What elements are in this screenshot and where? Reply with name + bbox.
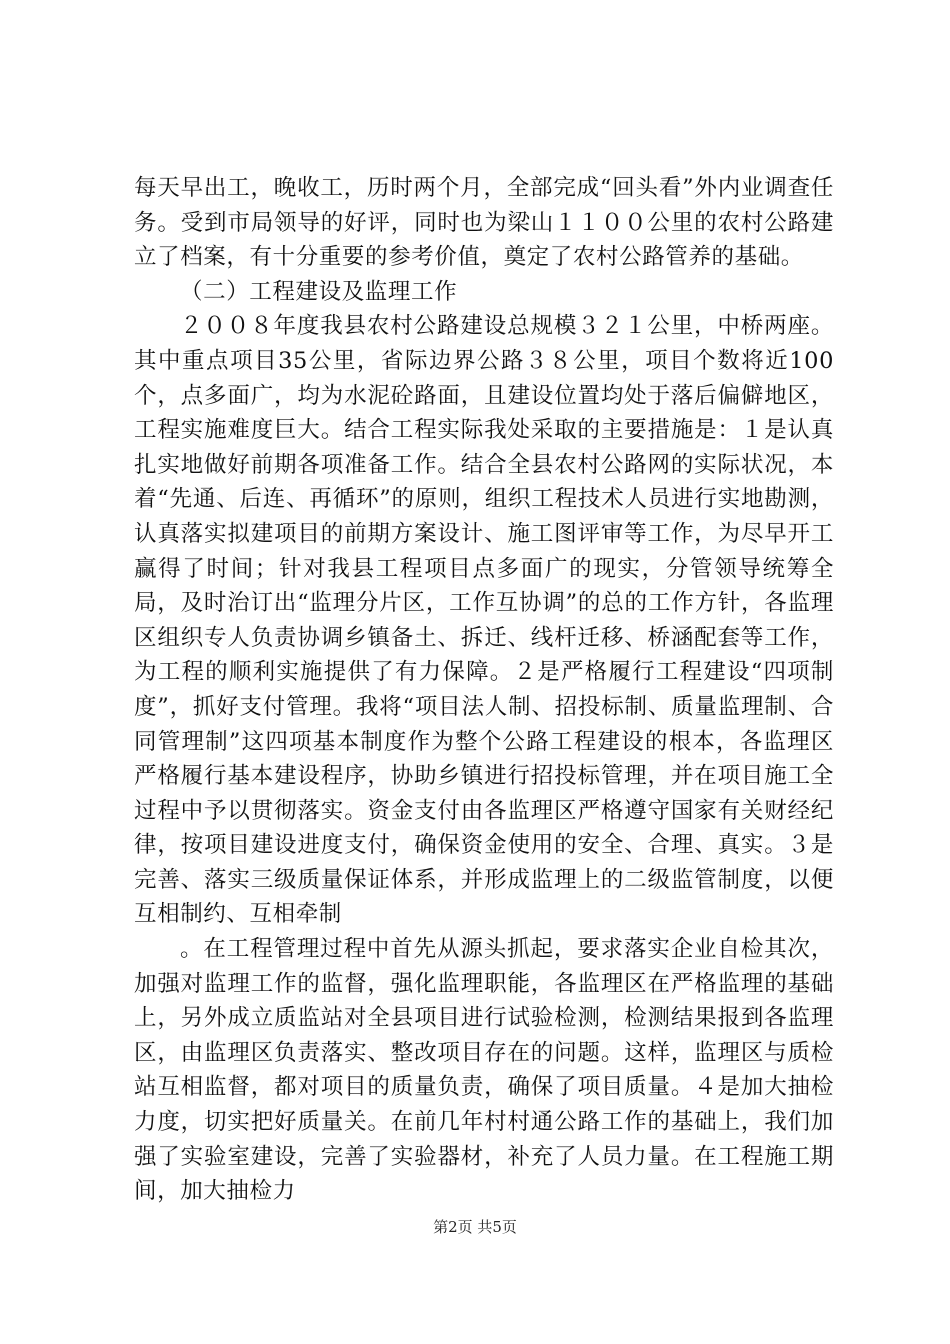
paragraph-continuation: 每天早出工，晚收工，历时两个月，全部完成“回头看”外内业调查任务。受到市局领导的好评，同时也为梁山１１００公里的农村公路建立了档案，有十分重要的参考价值，奠定了农村公路管养的基础。 — [134, 175, 834, 271]
paragraph-main: ２００８年度我县农村公路建设总规模３２１公里，中桥两座。其中重点项目35公里，省际边界公路３８公里，项目个数将近100个，点多面广，均为水泥砼路面，且建设位置均处于落后偏僻地区，工程实施难度巨大。结合工程实际我处采取的主要措施是：１是认真扎实地做好前期各项准备工作。结合全县农村公路网的实际状况，本着“先通、后连、再循环”的原则，组织工程技术人员进行实地勘测，认真落实拟建项目的前期方案设计、施工图评审等工作，为尽早开工赢得了时间；针对我县工程项目点多面广的现实，分管领导统筹全局，及时治订出“监理分片区，工作互协调”的总的工作方针，各监理区组织专人负责协调乡镇备土、拆迁、线杆迁移、桥涵配套等工作，为工程的顺利实施提供了有力保障。２是严格履行工程建设“四项制度”，抓好支付管理。我将“项目法人制、招投标制、质量监理制、合同管理制”这四项基本制度作为整个公路工程建设的根本，各监理区严格履行基本建设程序，协助乡镇进行招投标管理，并在项目施工全过程中予以贯彻落实。资金支付由各监理区严格遵守国家有关财经纪律，按项目建设进度支付，确保资金使用的安全、合理、真实。３是完善、落实三级质量保证体系，并形成监理上的二级监管制度，以便互相制约、互相牵制 — [134, 313, 834, 928]
page-footer: 第2页 共5页 — [433, 1218, 517, 1236]
section-heading: （二）工程建设及监理工作 — [180, 278, 458, 305]
body-text — [134, 171, 834, 1209]
paragraph-following: 。在工程管理过程中首先从源头抓起，要求落实企业自检其次，加强对监理工作的监督，强化监理职能，各监理区在严格监理的基础上，另外成立质监站对全县项目进行试验检测，检测结果报到各监理区，由监理区负责落实、整改项目存在的问题。这样，监理区与质检站互相监督，都对项目的质量负责，确保了项目质量。４是加大抽检力度，切实把好质量关。在前几年村村通公路工作的基础上，我们加强了实验室建设，完善了实验器材，补充了人员力量。在工程施工期间，加大抽检力 — [134, 936, 834, 1205]
